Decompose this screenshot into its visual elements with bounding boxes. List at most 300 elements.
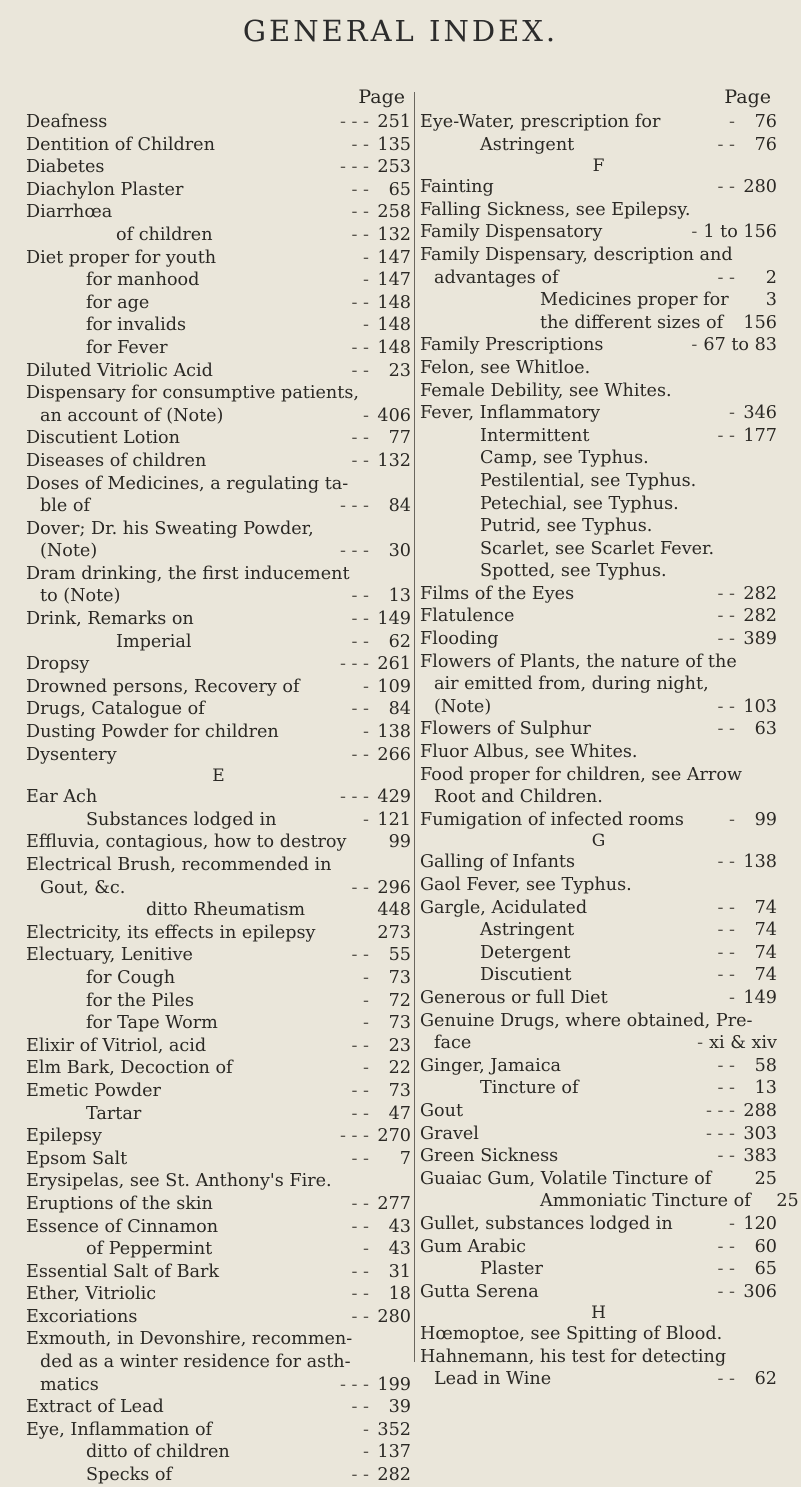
entry-term: Effluvia, contagious, how to destroy (26, 832, 347, 853)
left-entry-list (26, 111, 411, 1487)
entry-leader: - - (351, 945, 369, 966)
entry-page-number: 60 (754, 1236, 777, 1257)
index-entry (420, 851, 777, 874)
entry-page-number: 383 (743, 1146, 777, 1167)
index-entry (420, 267, 777, 290)
entry-term: (Note) (40, 541, 98, 562)
index-entry (420, 1258, 777, 1281)
index-entry (26, 201, 411, 224)
entry-leader: - - (717, 177, 735, 198)
entry-term: Elixir of Vitriol, acid (26, 1035, 207, 1056)
index-entry (420, 493, 777, 516)
index-entry (420, 515, 777, 538)
entry-page-number: 73 (388, 967, 411, 988)
entry-leader: - - (351, 699, 369, 720)
entry-leader: - - (717, 1078, 735, 1099)
entry-term: Gout (420, 1100, 464, 1121)
entry-page-number: 251 (377, 112, 411, 132)
entry-term: Gaol Fever, see Typhus. (420, 875, 632, 895)
entry-term: Electrical Brush, recommended in (26, 855, 332, 875)
entry-leader: - - (351, 337, 369, 358)
entry-leader: - - (351, 1080, 369, 1101)
entry-term: Electuary, Lenitive (26, 945, 193, 966)
entry-leader: - - (717, 897, 735, 918)
entry-page-number: 76 (754, 134, 777, 155)
entry-leader: - - (351, 224, 369, 245)
entry-leader: - - (717, 852, 735, 873)
index-entry (26, 1306, 411, 1329)
entry-term: Family Dispensatory (420, 222, 603, 243)
entry-leader: - - (717, 696, 735, 717)
index-entry (420, 538, 777, 561)
index-entry (420, 221, 777, 244)
entry-term: Ear Ach (26, 787, 98, 808)
entry-leader: - - (351, 1193, 369, 1214)
index-entry (26, 1012, 411, 1035)
entry-leader: - (363, 967, 369, 988)
entry-page-number: 43 (388, 1216, 411, 1237)
entry-term: Gargle, Acidulated (420, 897, 588, 918)
entry-term: Pestilential, see Typhus. (480, 470, 697, 491)
index-entry (26, 786, 411, 809)
entry-page-number: 74 (754, 965, 777, 986)
entry-page-number: 280 (377, 1306, 411, 1327)
index-entry (420, 447, 777, 470)
entry-page-number: 148 (377, 337, 411, 358)
index-entry (26, 653, 411, 676)
index-entry (26, 495, 411, 518)
entry-term: Diachylon Plaster (26, 179, 184, 200)
entry-term: Drowned persons, Recovery of (26, 676, 300, 697)
index-entry (420, 964, 777, 987)
entry-page-number: 121 (377, 809, 411, 830)
entry-term: Electricity, its effects in epilepsy (26, 922, 316, 943)
index-entry (26, 877, 411, 900)
index-entry (420, 605, 777, 628)
index-entry (26, 1035, 411, 1058)
index-entry (420, 583, 777, 606)
index-entry (26, 854, 411, 877)
entry-page-number: 303 (743, 1123, 777, 1144)
entry-term: Drugs, Catalogue of (26, 699, 205, 720)
entry-leader: - (363, 1058, 369, 1079)
entry-page-number: 99 (388, 832, 411, 853)
entry-page-number: 147 (377, 270, 411, 291)
index-entry (26, 1057, 411, 1080)
entry-term: Ammoniatic Tincture of (540, 1191, 751, 1212)
page-title: GENERAL INDEX. (242, 14, 559, 48)
index-entry (26, 744, 411, 767)
entry-page-number: 55 (388, 945, 411, 966)
entry-term: Fluor Albus, see Whites. (420, 742, 638, 763)
entry-term: Extract of Lead (26, 1397, 164, 1418)
index-entry (26, 405, 411, 428)
index-entry (420, 809, 777, 832)
right-column (420, 86, 799, 1391)
entry-term: Dover; Dr. his Sweating Powder, (26, 518, 314, 539)
index-entry (26, 314, 411, 337)
entry-leader: - (363, 405, 369, 426)
entry-leader: - - - (339, 157, 369, 178)
entry-leader: - (363, 990, 369, 1011)
entry-page-number: 65 (754, 1259, 777, 1280)
entry-leader: - - (717, 1055, 735, 1076)
index-entry (26, 1374, 411, 1397)
index-entry (420, 786, 777, 809)
entry-page-number: 352 (377, 1419, 411, 1440)
entry-leader: - - - (339, 541, 369, 562)
entry-term: Ether, Vitriolic (26, 1284, 157, 1305)
entry-term: Drink, Remarks on (26, 609, 194, 630)
entry-page-number: 282 (743, 583, 777, 604)
entry-page-number: 22 (388, 1058, 411, 1079)
entry-leader: - (691, 222, 698, 243)
entry-leader: - - (717, 267, 735, 288)
entry-page-number: 270 (377, 1126, 411, 1147)
entry-leader: - (363, 270, 369, 291)
index-entry (26, 337, 411, 360)
entry-page-number: 132 (377, 224, 411, 245)
index-entry (26, 608, 411, 631)
entry-term: Gullet, substances lodged in (420, 1213, 673, 1234)
page-column-header: Page (724, 86, 771, 108)
entry-leader: - - (717, 606, 735, 627)
entry-page-number: 2 (765, 267, 777, 288)
entry-page-number: 18 (388, 1284, 411, 1305)
section-letter: E (212, 766, 225, 787)
entry-leader: - (691, 335, 698, 356)
entry-leader: - (729, 987, 735, 1008)
index-entry (26, 1148, 411, 1171)
entry-term: Emetic Powder (26, 1080, 161, 1101)
index-entry (420, 289, 777, 312)
entry-term: Astringent (480, 134, 575, 155)
entry-leader: - - (351, 292, 369, 313)
entry-leader: - (729, 1213, 735, 1234)
entry-term: an account of (Note) (40, 405, 224, 426)
entry-leader: - - (717, 942, 735, 963)
entry-page-number: 346 (743, 403, 777, 424)
index-entry (26, 179, 411, 202)
entry-leader: - - (351, 1035, 369, 1056)
entry-term: Food proper for children, see Arrow (420, 764, 742, 785)
entry-term: for the Piles (86, 990, 195, 1011)
entry-page-number: 389 (743, 629, 777, 650)
index-entry (26, 1216, 411, 1239)
entry-leader: - - (351, 1284, 369, 1305)
entry-term: Putrid, see Typhus. (480, 516, 653, 537)
index-entry (420, 1323, 777, 1346)
index-entry (26, 292, 411, 315)
entry-leader: - - - (339, 1374, 369, 1395)
entry-page-number: 7 (399, 1148, 411, 1169)
entry-leader: - - - (339, 654, 369, 675)
entry-page-number: 137 (377, 1442, 411, 1463)
entry-page-number: 406 (377, 405, 411, 426)
entry-term: Essence of Cinnamon (26, 1216, 219, 1237)
entry-page-number: 13 (754, 1078, 777, 1099)
entry-term: ble of (40, 496, 90, 517)
entry-page-number: 429 (377, 787, 411, 808)
entry-term: (Note) (434, 696, 492, 717)
entry-page-number: 73 (388, 1013, 411, 1034)
entry-page-number: 109 (377, 676, 411, 697)
section-letter: F (592, 156, 605, 177)
entry-leader: - - (717, 1236, 735, 1257)
entry-term: Gutta Serena (420, 1281, 539, 1302)
index-entry (26, 269, 411, 292)
entry-page-number: 73 (388, 1080, 411, 1101)
index-entry (420, 470, 777, 493)
entry-page-number: 23 (388, 360, 411, 381)
index-entry (26, 676, 411, 699)
entry-term: Astringent (480, 920, 575, 941)
entry-page-number: 306 (743, 1281, 777, 1302)
entry-leader: - - (717, 1146, 735, 1167)
entry-term: Genuine Drugs, where obtained, Pre- (420, 1010, 753, 1031)
entry-term: for invalids (86, 315, 187, 336)
entry-page-number: 282 (377, 1465, 411, 1486)
entry-page-number: 288 (743, 1100, 777, 1121)
index-entry (26, 1125, 411, 1148)
index-entry (420, 1236, 777, 1259)
entry-page-number: 31 (388, 1261, 411, 1282)
index-entry (26, 721, 411, 744)
entry-term: to (Note) (40, 586, 121, 607)
index-entry (420, 673, 777, 696)
entry-leader: - - (351, 360, 369, 381)
entry-term: Films of the Eyes (420, 583, 575, 604)
index-entry (420, 1032, 777, 1055)
index-entry (26, 247, 411, 270)
entry-page-number: 132 (377, 450, 411, 471)
entry-term: Dropsy (26, 654, 90, 675)
entry-leader: - - (351, 631, 369, 652)
entry-term: Scarlet, see Scarlet Fever. (480, 538, 715, 559)
entry-term: Flowers of Plants, the nature of the (420, 651, 737, 672)
entry-term: Specks of (86, 1465, 172, 1486)
entry-leader: - (363, 1239, 369, 1260)
entry-leader: - - (717, 134, 735, 155)
entry-term: Family Prescriptions (420, 335, 604, 356)
index-entry (26, 967, 411, 990)
entry-leader: - - (351, 1465, 369, 1486)
entry-leader: - - - (705, 1123, 735, 1144)
entry-leader: - (363, 1442, 369, 1463)
index-entry (420, 1077, 777, 1100)
entry-term: Gum Arabic (420, 1236, 527, 1257)
index-entry (420, 111, 777, 134)
entry-term: ditto Rheumatism (146, 900, 306, 921)
entry-term: Excoriations (26, 1306, 138, 1327)
index-entry (26, 360, 411, 383)
entry-page-number: 62 (754, 1369, 777, 1390)
entry-page-number: 58 (754, 1055, 777, 1076)
entry-term: Hœmoptoe, see Spitting of Blood. (420, 1324, 723, 1345)
entry-term: Flatulence (420, 606, 515, 627)
index-entry (420, 425, 777, 448)
entry-page-number: 43 (388, 1239, 411, 1260)
index-entry (420, 199, 777, 222)
index-entry (26, 1464, 411, 1487)
entry-term: Female Debility, see Whites. (420, 380, 672, 401)
section-letter: H (591, 1303, 606, 1324)
entry-page-number: 280 (743, 177, 777, 198)
entry-page-number: 261 (377, 654, 411, 675)
entry-page-number: 47 (388, 1103, 411, 1124)
entry-term: Fever, Inflammatory (420, 403, 601, 424)
entry-leader: - - (351, 202, 369, 223)
entry-term: Substances lodged in (86, 809, 277, 830)
entry-term: Green Sickness (420, 1146, 559, 1167)
index-entry (420, 357, 777, 380)
entry-term: for manhood (86, 270, 200, 291)
entry-term: Lead in Wine (434, 1369, 552, 1390)
entry-leader: - - (351, 744, 369, 765)
entry-leader: - (363, 809, 369, 830)
entry-page-number: 448 (377, 900, 411, 921)
index-entry (420, 1281, 777, 1304)
entry-leader: - - (351, 428, 369, 449)
entry-term: Diarrhœa (26, 202, 113, 223)
entry-leader: - - (717, 1281, 735, 1302)
entry-term: Tartar (86, 1103, 142, 1124)
entry-term: Petechial, see Typhus. (480, 493, 679, 514)
index-entry (26, 899, 411, 922)
entry-term: Gravel (420, 1123, 479, 1144)
entry-term: Guaiac Gum, Volatile Tincture of (420, 1168, 712, 1189)
entry-page-number: 282 (743, 606, 777, 627)
index-entry (26, 111, 411, 134)
entry-leader: - - (717, 583, 735, 604)
index-entry (26, 1283, 411, 1306)
entry-term: Discutient Lotion (26, 428, 180, 449)
entry-term: for Tape Worm (86, 1013, 218, 1034)
index-entry (26, 1103, 411, 1126)
entry-term: Fainting (420, 177, 494, 198)
entry-term: Erysipelas, see St. Anthony's Fire. (26, 1171, 332, 1192)
index-entry (26, 831, 411, 854)
entry-term: Doses of Medicines, a regulating ta- (26, 473, 349, 494)
entry-leader: - - (351, 134, 369, 155)
index-entry (26, 450, 411, 473)
index-entry (26, 1080, 411, 1103)
index-entry (420, 244, 777, 267)
index-entry (420, 942, 777, 965)
entry-leader: - - - (705, 1100, 735, 1121)
entry-leader: - - (351, 1397, 369, 1418)
index-entry (26, 427, 411, 450)
entry-term: ded as a winter residence for asth- (40, 1352, 351, 1373)
index-entry (26, 134, 411, 157)
entry-term: Imperial (116, 631, 192, 652)
index-entry (420, 1145, 777, 1168)
entry-page-number: 273 (377, 922, 411, 943)
entry-leader: - - (351, 179, 369, 200)
entry-leader: - - (717, 1369, 735, 1390)
entry-term: Falling Sickness, see Epilepsy. (420, 199, 691, 220)
entry-page-number: 177 (743, 425, 777, 446)
entry-term: Family Dispensary, description and (420, 244, 733, 265)
index-entry (26, 563, 411, 586)
entry-term: for age (86, 292, 150, 313)
entry-page-number: 147 (377, 247, 411, 268)
entry-page-number: 74 (754, 897, 777, 918)
entry-term: Dusting Powder for children (26, 722, 279, 743)
entry-leader: - (729, 809, 735, 830)
entry-leader: - (697, 1033, 704, 1054)
entry-page-number: 84 (388, 699, 411, 720)
section-letter: G (591, 831, 606, 852)
entry-page-number: 84 (388, 496, 411, 517)
entry-term: advantages of (434, 267, 559, 288)
index-entry (420, 560, 777, 583)
entry-page-number: 62 (388, 631, 411, 652)
entry-page-number: 120 (743, 1213, 777, 1234)
entry-leader: - - (351, 1261, 369, 1282)
entry-page-number: 25 (754, 1168, 777, 1189)
index-entry (26, 1351, 411, 1374)
page-column-header: Page (358, 86, 405, 108)
entry-leader: - (363, 1013, 369, 1034)
entry-term: Tincture of (480, 1078, 579, 1099)
entry-leader: - - (717, 719, 735, 740)
index-entry (26, 1328, 411, 1351)
entry-page-number: 135 (377, 134, 411, 155)
entry-term: Galling of Infants (420, 852, 576, 873)
entry-page-number: 39 (388, 1397, 411, 1418)
entry-term: Diabetes (26, 157, 105, 178)
entry-term: Felon, see Whitloe. (420, 357, 591, 378)
index-entry (420, 874, 777, 897)
entry-page-number: 72 (388, 990, 411, 1011)
entry-page-number: 25 (776, 1191, 799, 1212)
entry-page-number: 74 (754, 920, 777, 941)
index-entry (26, 156, 411, 179)
entry-term: Camp, see Typhus. (480, 448, 649, 469)
index-entry (420, 741, 777, 764)
index-entry (420, 1368, 777, 1391)
entry-leader: - (363, 315, 369, 336)
index-entry (26, 382, 411, 405)
index-entry (26, 1261, 411, 1284)
entry-leader: - - - (339, 112, 369, 132)
index-entry (420, 628, 777, 651)
entry-page-number: 74 (754, 942, 777, 963)
index-entry (420, 1123, 777, 1146)
entry-page-number: 138 (743, 852, 777, 873)
entry-leader: - (729, 403, 735, 424)
index-entry (420, 1100, 777, 1123)
entry-term: Diluted Vitriolic Acid (26, 360, 213, 381)
entry-leader: - - (351, 609, 369, 630)
entry-leader: - - (717, 965, 735, 986)
index-entry (26, 224, 411, 247)
entry-term: Medicines proper for (540, 290, 729, 311)
entry-term: Hahnemann, his test for detecting (420, 1346, 727, 1367)
entry-term: of Peppermint (86, 1239, 213, 1260)
entry-term: Discutient (480, 965, 572, 986)
index-entry (420, 696, 777, 719)
index-entry (26, 922, 411, 945)
entry-term: Intermittent (480, 425, 590, 446)
index-entry (26, 1193, 411, 1216)
entry-leader: - - - (339, 496, 369, 517)
entry-page-number: 77 (388, 428, 411, 449)
entry-term: Epilepsy (26, 1126, 103, 1147)
entry-page-number: 65 (388, 179, 411, 200)
index-entry (26, 631, 411, 654)
